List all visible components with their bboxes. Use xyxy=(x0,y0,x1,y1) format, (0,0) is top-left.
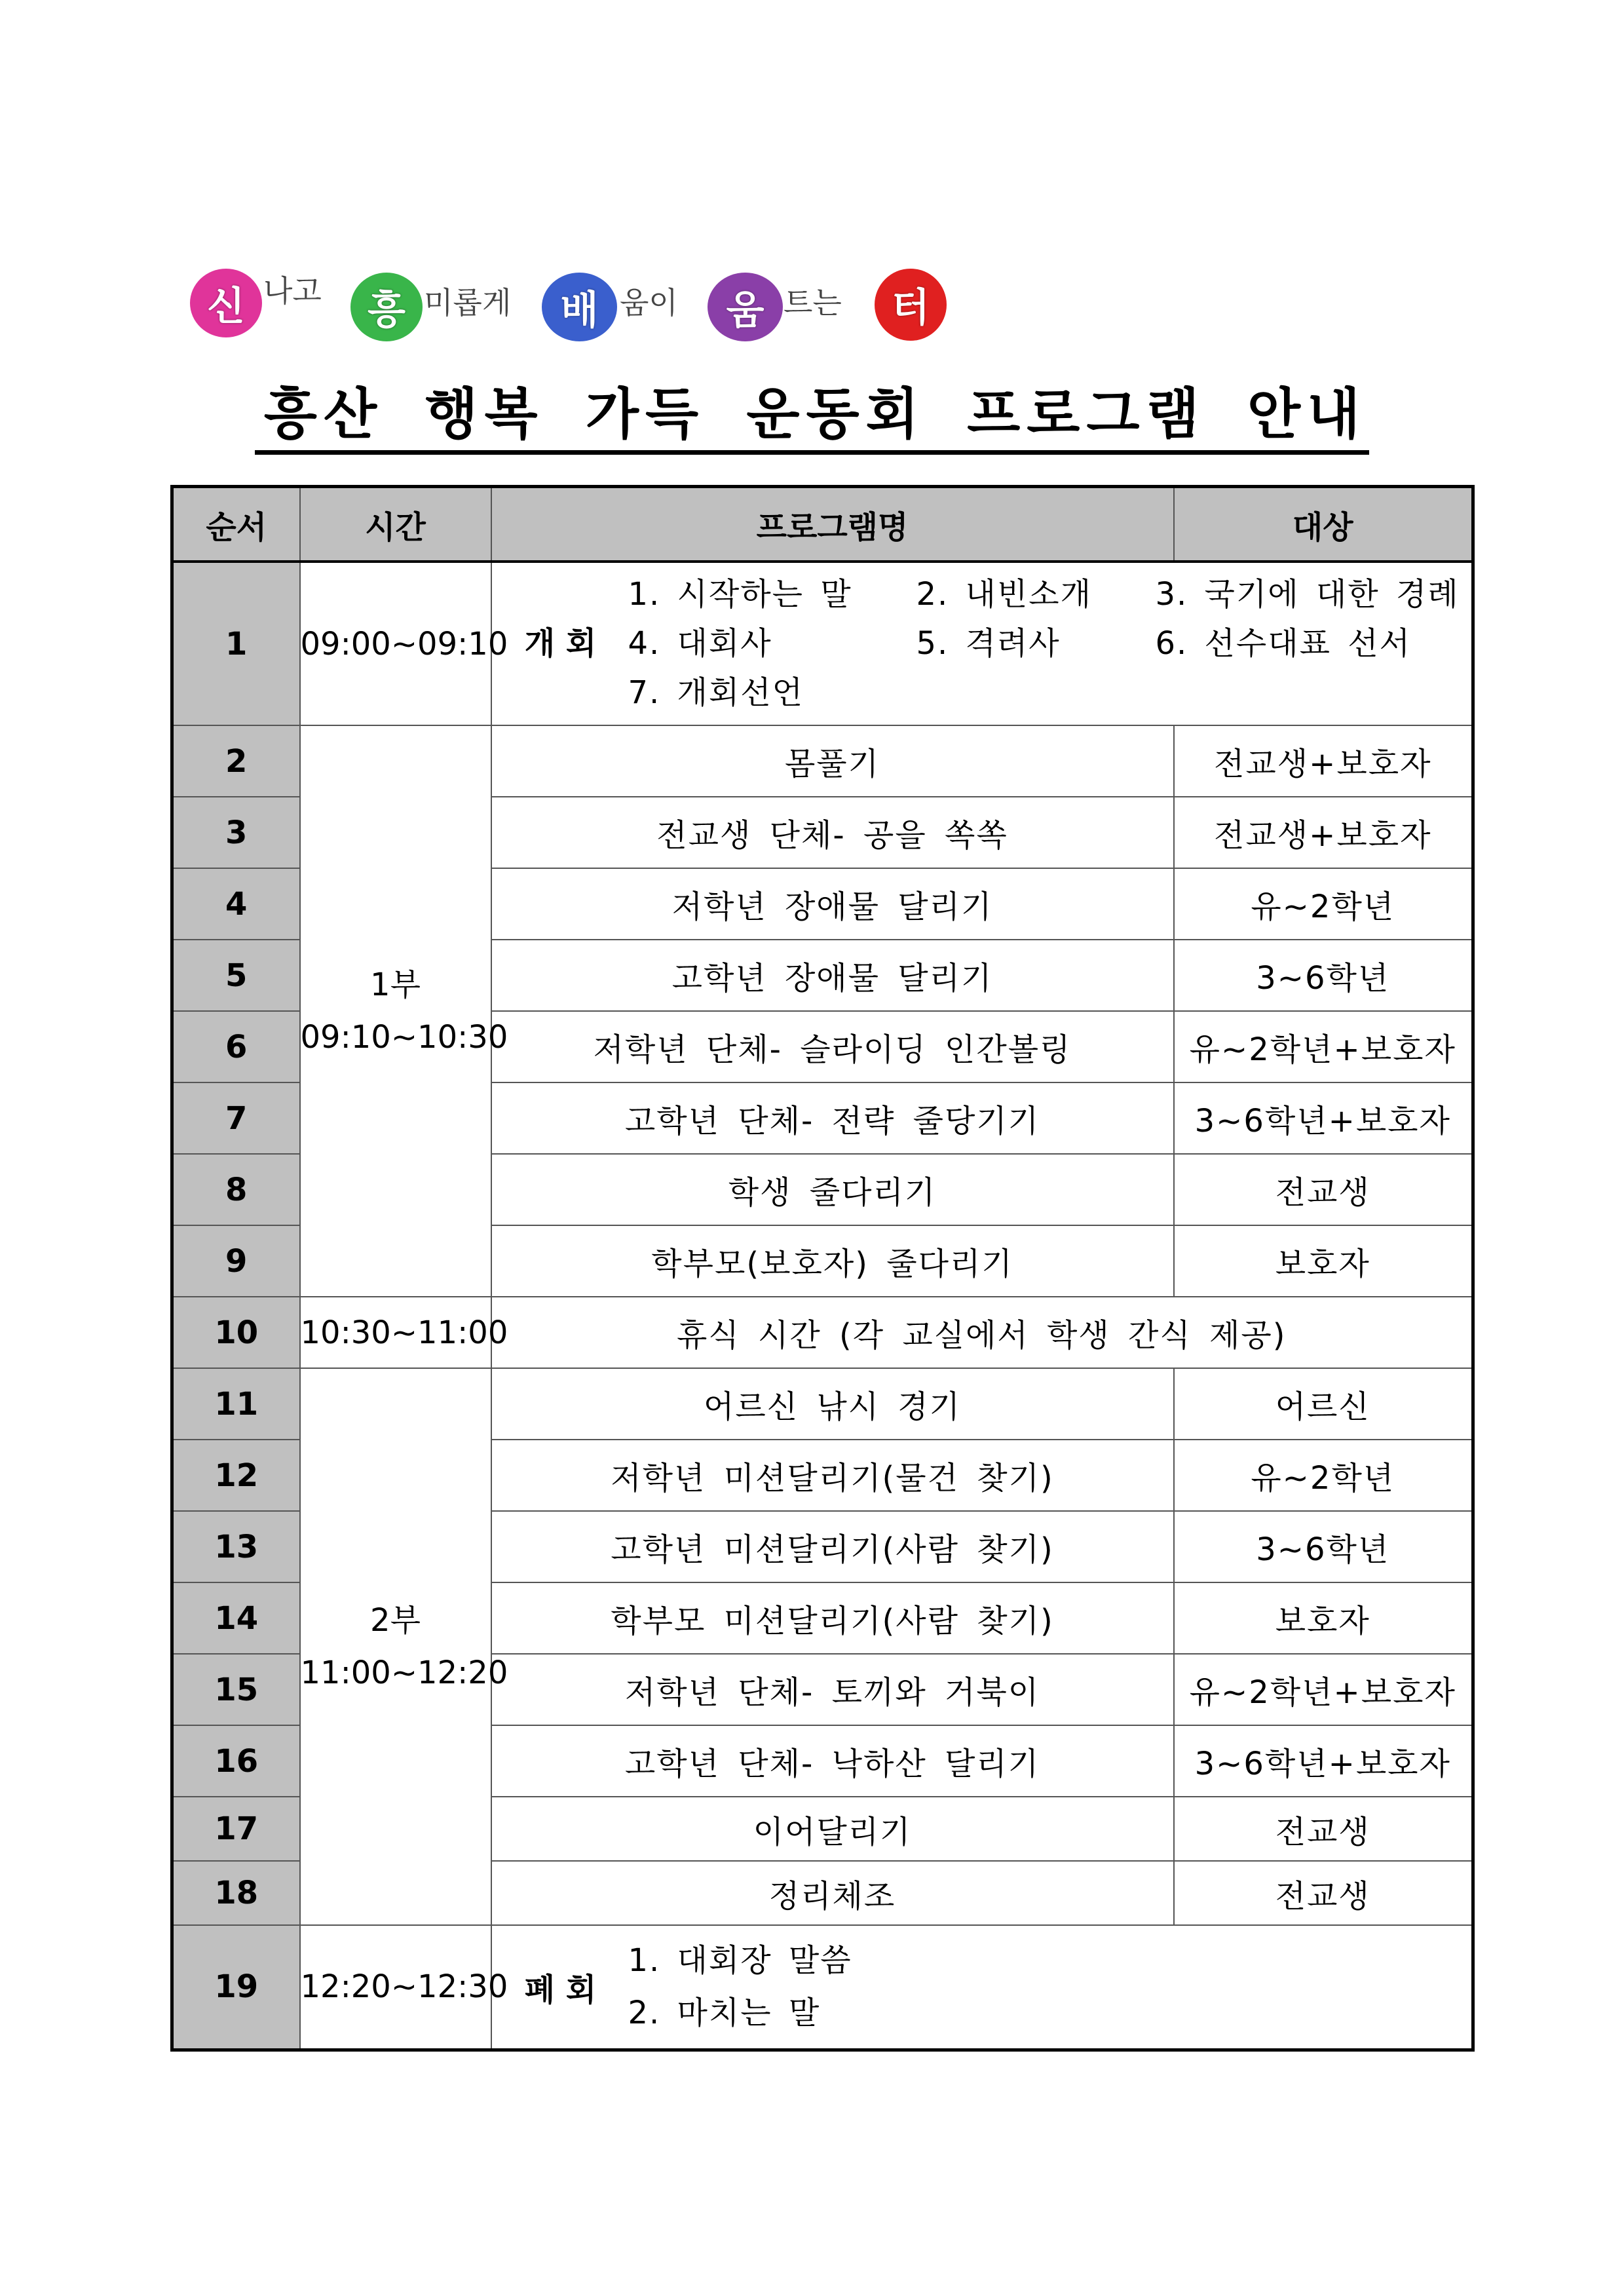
part1-time-cell xyxy=(300,725,508,1297)
row-number: 9 xyxy=(172,1225,300,1297)
row-number: 12 xyxy=(172,1440,300,1511)
opening-ceremony xyxy=(492,570,1472,718)
row-number: 14 xyxy=(172,1582,300,1654)
program-target: 유~2학년+보호자 xyxy=(1174,1011,1473,1082)
school-slogan-logo xyxy=(190,261,956,346)
logo-letter-2: 흥 xyxy=(350,273,423,341)
opening-items xyxy=(628,570,1472,718)
program-name: 정리체조 xyxy=(491,1861,1174,1925)
row-number: 15 xyxy=(172,1654,300,1725)
part1-time: 09:10~10:30 xyxy=(300,1019,508,1056)
program-target: 보호자 xyxy=(1174,1582,1473,1654)
program-target: 유~2학년 xyxy=(1174,1440,1473,1511)
program-name: 저학년 단체- 슬라이딩 인간볼링 xyxy=(491,1011,1174,1082)
program-name: 고학년 장애물 달리기 xyxy=(491,940,1174,1011)
logo-text-4: 트는 xyxy=(784,285,842,320)
opening-cell xyxy=(491,562,1473,725)
page-title-wrap xyxy=(0,370,1624,450)
list-item: 7. 개회선언 xyxy=(628,674,804,711)
logo-text-1: 나고 xyxy=(263,273,322,309)
row-number: 19 xyxy=(172,1925,300,2050)
closing-ceremony xyxy=(492,1934,1472,2039)
row-number: 8 xyxy=(172,1154,300,1225)
logo-text-3: 움이 xyxy=(620,285,678,320)
program-name: 학부모 미션달리기(사람 찾기) xyxy=(491,1582,1174,1654)
list-item: 3. 국기에 대한 경례 xyxy=(1155,576,1460,613)
part1-label: 1부 xyxy=(370,966,421,1003)
program-target: 3~6학년 xyxy=(1174,940,1473,1011)
row-number: 5 xyxy=(172,940,300,1011)
header-order: 순서 xyxy=(172,487,300,562)
program-name: 저학년 단체- 토끼와 거북이 xyxy=(491,1654,1174,1725)
program-name: 저학년 미션달리기(물건 찾기) xyxy=(491,1440,1174,1511)
row-number: 16 xyxy=(172,1725,300,1797)
break-program: 휴식 시간 (각 교실에서 학생 간식 제공) xyxy=(491,1297,1473,1368)
logo-letter-3: 배 xyxy=(542,273,617,341)
page-title: 흥산 행복 가득 운동회 프로그램 안내 xyxy=(255,382,1369,455)
list-item: 2. 마치는 말 xyxy=(628,1995,821,2032)
table-row-closing xyxy=(172,1925,1473,2050)
row-time: 10:30~11:00 xyxy=(300,1297,491,1368)
list-item: 2. 내빈소개 xyxy=(916,576,1093,613)
row-time: 09:00~09:10 xyxy=(300,562,491,725)
table-row-opening xyxy=(172,562,1473,725)
row-number: 4 xyxy=(172,868,300,940)
program-name: 고학년 단체- 전략 줄당기기 xyxy=(491,1082,1174,1154)
closing-cell xyxy=(491,1925,1473,2050)
program-target: 전교생 xyxy=(1174,1797,1473,1861)
table-header-row xyxy=(172,487,1473,562)
header-target: 대상 xyxy=(1174,487,1473,562)
program-target: 어르신 xyxy=(1174,1368,1473,1440)
logo-letter-4: 움 xyxy=(708,273,783,341)
part2-time: 11:00~12:20 xyxy=(300,1655,508,1691)
program-name: 고학년 미션달리기(사람 찾기) xyxy=(491,1511,1174,1582)
program-name: 고학년 단체- 낙하산 달리기 xyxy=(491,1725,1174,1797)
program-name: 몸풀기 xyxy=(491,725,1174,797)
row-number: 7 xyxy=(172,1082,300,1154)
list-item: 5. 격려사 xyxy=(916,625,1061,662)
program-name: 이어달리기 xyxy=(491,1797,1174,1861)
program-target: 전교생 xyxy=(1174,1154,1473,1225)
program-name: 어르신 낚시 경기 xyxy=(491,1368,1174,1440)
row-number: 10 xyxy=(172,1297,300,1368)
program-target: 3~6학년+보호자 xyxy=(1174,1725,1473,1797)
program-target: 전교생+보호자 xyxy=(1174,725,1473,797)
logo-text-2: 미롭게 xyxy=(424,285,512,320)
part2-time-cell xyxy=(300,1368,508,1925)
row-time: 12:20~12:30 xyxy=(300,1925,491,2050)
list-item: 1. 대회장 말씀 xyxy=(628,1942,852,1980)
table-row-break xyxy=(172,1297,1473,1368)
program-name: 저학년 장애물 달리기 xyxy=(491,868,1174,940)
program-target: 보호자 xyxy=(1174,1225,1473,1297)
program-target: 유~2학년 xyxy=(1174,868,1473,940)
program-target: 3~6학년+보호자 xyxy=(1174,1082,1473,1154)
opening-label: 개 회 xyxy=(524,625,597,662)
table-row xyxy=(172,1368,1473,1440)
closing-label: 폐 회 xyxy=(524,1971,597,2008)
program-name: 학부모(보호자) 줄다리기 xyxy=(491,1225,1174,1297)
schedule-table xyxy=(170,485,1475,2052)
list-item: 6. 선수대표 선서 xyxy=(1155,625,1412,662)
row-number: 18 xyxy=(172,1861,300,1925)
row-number: 1 xyxy=(172,562,300,725)
list-item: 1. 시작하는 말 xyxy=(628,576,852,613)
closing-items xyxy=(628,1934,1472,2039)
program-target: 전교생+보호자 xyxy=(1174,797,1473,868)
program-name: 학생 줄다리기 xyxy=(491,1154,1174,1225)
header-time: 시간 xyxy=(300,487,491,562)
logo-letter-5: 터 xyxy=(875,269,947,341)
program-target: 전교생 xyxy=(1174,1861,1473,1925)
row-number: 13 xyxy=(172,1511,300,1582)
row-number: 11 xyxy=(172,1368,300,1440)
row-number: 3 xyxy=(172,797,300,868)
table-row xyxy=(172,725,1473,797)
program-target: 유~2학년+보호자 xyxy=(1174,1654,1473,1725)
program-name: 전교생 단체- 공을 쏙쏙 xyxy=(491,797,1174,868)
row-number: 6 xyxy=(172,1011,300,1082)
logo-letter-1: 신 xyxy=(190,269,262,337)
program-target: 3~6학년 xyxy=(1174,1511,1473,1582)
row-number: 17 xyxy=(172,1797,300,1861)
part2-label: 2부 xyxy=(370,1602,421,1639)
header-program: 프로그램명 xyxy=(491,487,1174,562)
list-item: 4. 대회사 xyxy=(628,625,772,662)
row-number: 2 xyxy=(172,725,300,797)
